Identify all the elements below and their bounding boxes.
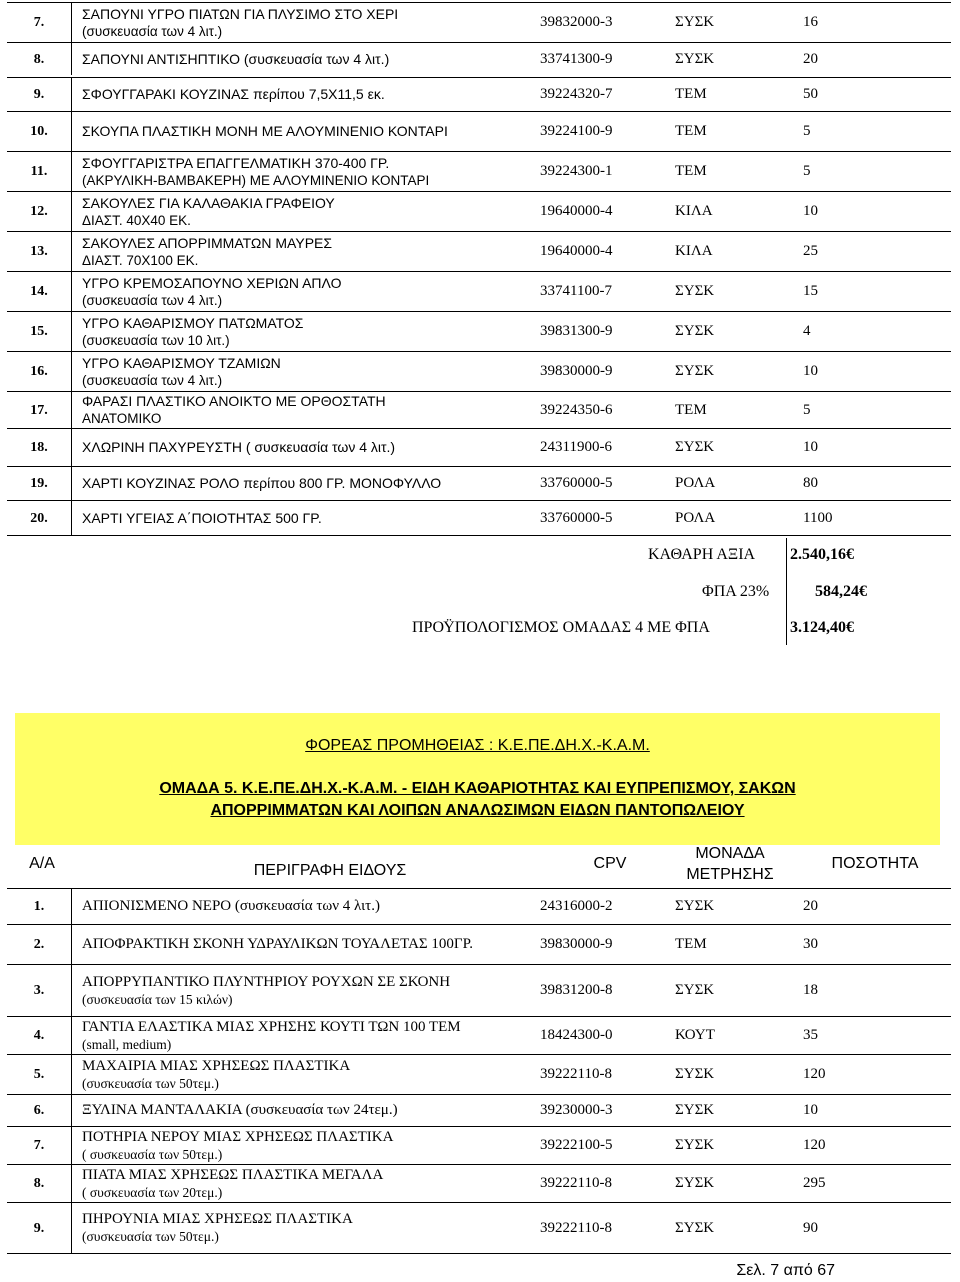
item-description — [82, 43, 512, 75]
cpv-code: 39830000-9 — [540, 936, 613, 952]
unit-of-measure: ΣΥΣΚ — [675, 1102, 715, 1118]
unit-of-measure: ΣΥΣΚ — [675, 982, 715, 998]
unit-of-measure: ΣΥΣΚ — [675, 1175, 715, 1191]
item-description — [82, 1055, 512, 1094]
cpv-code: 39831300-9 — [540, 323, 613, 339]
description-line-1: ΥΓΡΟ ΚΡΕΜΟΣΑΠΟΥΝΟ ΧΕΡΙΩΝ ΑΠΛΟ — [82, 274, 342, 291]
description-line-1: ΥΓΡΟ ΚΑΘΑΡΙΣΜΟΥ ΤΖΑΜΙΩΝ — [82, 354, 281, 371]
group5-title-line1-text: ΟΜΑΔΑ 5. Κ.Ε.ΠΕ.ΔΗ.Χ.-Κ.Α.Μ. - ΕΙΔΗ ΚΑΘΑΡΙΟΤΗΤΑΣ ΚΑΙ ΕΥΠΡΕΠΙΣΜΟΥ, ΣΑΚΩΝ — [159, 780, 796, 797]
description-line-2: ΔΙΑΣΤ. 70Χ100 ΕΚ. — [82, 252, 199, 268]
row-number: 12. — [30, 204, 48, 219]
row-number: 19. — [30, 476, 48, 491]
item-description — [82, 1165, 512, 1202]
quantity: 10 — [803, 363, 818, 379]
description-line-2: (συσκευασία των 50τεμ.) — [82, 1229, 219, 1244]
table-row — [7, 271, 951, 311]
item-description — [82, 501, 512, 535]
description-line-1: ΣΑΚΟΥΛΕΣ ΑΠΟΡΡΙΜΜΑΤΩΝ ΜΑΥΡΕΣ — [82, 234, 333, 251]
cpv-code: 33760000-5 — [540, 475, 613, 491]
row-number: 3. — [33, 983, 45, 998]
description-line-1: ΠΗΡΟΥΝΙΑ ΜΙΑΣ ΧΡΗΣΕΩΣ ΠΛΑΣΤΙΚΑ — [82, 1211, 353, 1227]
group5-title-line1 — [15, 780, 940, 798]
quantity: 10 — [803, 439, 818, 455]
description-line-2: ( συσκευασία των 20τεμ.) — [82, 1184, 223, 1200]
table-row — [7, 42, 951, 75]
quantity: 10 — [803, 1102, 818, 1118]
cpv-code: 24311900-6 — [540, 439, 612, 455]
item-description — [82, 1203, 512, 1253]
row-number: 11. — [30, 164, 48, 179]
column-divider — [71, 1055, 72, 1094]
cpv-code: 33741300-9 — [540, 50, 613, 67]
column-divider — [71, 889, 72, 924]
cpv-code: 18424300-0 — [540, 1027, 613, 1043]
column-divider — [71, 43, 72, 75]
table-row — [7, 351, 951, 391]
table-row — [7, 311, 951, 351]
description-line-1: ΦΑΡΑΣΙ ΠΛΑΣΤΙΚΟ ΑΝΟΙΚΤΟ ΜΕ ΟΡΘΟΣΤΑΤΗ — [82, 393, 386, 409]
description-line-2: ΔΙΑΣΤ. 40Χ40 ΕΚ. — [82, 212, 191, 228]
description-line-2: ( συσκευασία των 50τεμ.) — [82, 1146, 223, 1162]
header-qty: ΠΟΣΟΤΗΤΑ — [831, 855, 919, 872]
table-row — [7, 428, 951, 466]
cpv-code: 39222110-8 — [540, 1066, 612, 1082]
item-description — [82, 429, 512, 466]
group5-banner — [15, 713, 940, 845]
item-description — [82, 3, 512, 42]
quantity: 120 — [803, 1066, 826, 1082]
table-row — [7, 500, 951, 536]
table-row — [7, 1202, 951, 1254]
row-number: 7. — [33, 1138, 45, 1153]
column-divider — [71, 965, 72, 1016]
cpv-code: 19640000-4 — [540, 243, 613, 259]
column-divider — [71, 232, 72, 271]
table-row — [7, 1016, 951, 1054]
totals-divider — [786, 538, 787, 645]
cpv-code: 24316000-2 — [540, 898, 613, 914]
table-row — [7, 2, 951, 42]
item-description — [82, 78, 512, 111]
description-line-1: ΧΑΡΤΙ ΚΟΥΖΙΝΑΣ ΡΟΛΟ περίπου 800 ΓΡ. ΜΟΝΟΦΥΛΛΟ — [82, 475, 442, 491]
quantity: 20 — [803, 898, 818, 914]
item-description — [82, 392, 512, 428]
description-line-2: (small, medium) — [82, 1036, 172, 1052]
description-line-1: ΞΥΛΙΝΑ ΜΑΝΤΑΛΑΚΙΑ (συσκευασία των 24τεμ.) — [82, 1102, 398, 1118]
description-line-2: ΑΝΑΤΟΜΙΚΟ — [82, 411, 162, 426]
row-number: 4. — [33, 1028, 45, 1043]
description-line-2: (συσκευασία των 4 λιτ.) — [82, 292, 223, 308]
column-divider — [71, 1203, 72, 1253]
table-row — [7, 924, 951, 964]
column-divider — [71, 3, 72, 42]
unit-of-measure: ΤΕΜ — [675, 936, 707, 952]
quantity: 20 — [803, 50, 818, 67]
quantity: 5 — [803, 401, 811, 418]
column-divider — [71, 1165, 72, 1202]
item-description — [82, 152, 512, 191]
description-line-1: ΣΑΠΟΥΝΙ ΑΝΤΙΣΗΠΤΙΚΟ (συσκευασία των 4 λιτ.) — [82, 50, 390, 67]
net-value-label: ΚΑΘΑΡΗ ΑΞΙΑ — [648, 546, 756, 563]
column-divider — [71, 467, 72, 500]
description-line-1: ΑΠΟΦΡΑΚΤΙΚΗ ΣΚΟΝΗ ΥΔΡΑΥΛΙΚΩΝ ΤΟΥΑΛΕΤΑΣ 100ΓΡ. — [82, 936, 474, 952]
quantity: 30 — [803, 936, 818, 952]
unit-of-measure: ΣΥΣΚ — [675, 50, 715, 67]
item-description — [82, 192, 512, 231]
unit-of-measure: ΣΥΣΚ — [675, 1219, 715, 1236]
header-unit-2: ΜΕΤΡΗΣΗΣ — [686, 866, 774, 883]
item-description — [82, 272, 512, 311]
quantity: 10 — [803, 203, 818, 219]
unit-of-measure: ΣΥΣΚ — [675, 439, 715, 455]
column-divider — [71, 1095, 72, 1126]
table-row — [7, 1164, 951, 1202]
row-number: 9. — [33, 87, 45, 102]
cpv-code: 33741100-7 — [540, 283, 612, 299]
item-description — [82, 925, 512, 964]
unit-of-measure: ΚΙΛΑ — [675, 243, 713, 259]
description-line-2: (συσκευασία των 50τεμ.) — [82, 1075, 219, 1091]
column-divider — [71, 152, 72, 191]
item-description — [82, 352, 512, 391]
description-line-2: (ΑΚΡΥΛΙΚΗ-ΒΑΜΒΑΚΕΡΗ) ΜΕ ΑΛΟΥΜΙΝΕΝΙΟ ΚΟΝΤΑΡΙ — [82, 172, 430, 188]
description-line-1: ΑΠΟΡΡΥΠΑΝΤΙΚΟ ΠΛΥΝΤΗΡΙΟΥ ΡΟΥΧΩΝ ΣΕ ΣΚΟΝΗ — [82, 973, 451, 990]
description-line-1: ΣΦΟΥΓΓΑΡΑΚΙ ΚΟΥΖΙΝΑΣ περίπου 7,5Χ11,5 εκ. — [82, 86, 385, 102]
item-description — [82, 232, 512, 271]
description-line-2: (συσκευασία των 4 λιτ.) — [82, 372, 223, 388]
cpv-code: 39222110-8 — [540, 1175, 612, 1191]
row-number: 7. — [33, 15, 45, 30]
cpv-code: 33760000-5 — [540, 509, 613, 526]
description-line-1: ΣΑΠΟΥΝΙ ΥΓΡΟ ΠΙΑΤΩΝ ΓΙΑ ΠΛΥΣΙΜΟ ΣΤΟ ΧΕΡΙ — [82, 5, 399, 22]
budget-label: ΠΡΟΫΠΟΛΟΓΙΣΜΟΣ ΟΜΑΔΑΣ 4 ΜΕ ΦΠΑ — [412, 619, 710, 636]
table-row — [7, 1094, 951, 1126]
header-num: Α/Α — [29, 855, 55, 872]
cpv-code: 39831200-8 — [540, 982, 613, 998]
unit-of-measure: ΣΥΣΚ — [675, 898, 715, 914]
row-number: 20. — [30, 510, 48, 526]
table-row — [7, 391, 951, 428]
cpv-code: 39832000-3 — [540, 14, 613, 30]
item-description — [82, 965, 512, 1016]
unit-of-measure: ΣΥΣΚ — [675, 1066, 715, 1082]
description-line-2: (συσκευασία των 15 κιλών) — [82, 991, 233, 1007]
unit-of-measure: ΣΥΣΚ — [675, 363, 715, 379]
row-number: 8. — [33, 1176, 45, 1191]
item-description — [82, 312, 512, 351]
quantity: 25 — [803, 243, 818, 259]
cpv-code: 39222110-8 — [540, 1219, 612, 1236]
table-row — [7, 1054, 951, 1094]
table-row — [7, 888, 951, 924]
row-number: 14. — [30, 284, 48, 299]
quantity: 120 — [803, 1137, 826, 1153]
cpv-code: 39224320-7 — [540, 86, 613, 102]
description-line-1: ΥΓΡΟ ΚΑΘΑΡΙΣΜΟΥ ΠΑΤΩΜΑΤΟΣ — [82, 314, 304, 331]
unit-of-measure: ΤΕΜ — [675, 123, 707, 139]
quantity: 16 — [803, 14, 818, 30]
budget-value: 3.124,40€ — [790, 619, 854, 636]
unit-of-measure: ΣΥΣΚ — [675, 1137, 715, 1153]
row-number: 17. — [30, 402, 48, 418]
vat-label: ΦΠΑ 23% — [702, 583, 770, 600]
description-line-1: ΣΚΟΥΠΑ ΠΛΑΣΤΙΚΗ ΜΟΝΗ ΜΕ ΑΛΟΥΜΙΝΕΝΙΟ ΚΟΝΤΑΡΙ — [82, 123, 448, 139]
quantity: 1100 — [803, 509, 833, 526]
quantity: 18 — [803, 982, 818, 998]
description-line-1: ΠΙΑΤΑ ΜΙΑΣ ΧΡΗΣΕΩΣ ΠΛΑΣΤΙΚΑ ΜΕΓΑΛΑ — [82, 1166, 384, 1183]
cpv-code: 39224300-1 — [540, 163, 613, 179]
row-number: 13. — [30, 244, 48, 259]
cpv-code: 39222100-5 — [540, 1137, 613, 1153]
table-row — [7, 231, 951, 271]
quantity: 50 — [803, 86, 818, 102]
table-row — [7, 191, 951, 231]
unit-of-measure: ΣΥΣΚ — [675, 323, 715, 339]
column-divider — [71, 392, 72, 428]
unit-of-measure: ΤΕΜ — [675, 401, 707, 418]
quantity: 5 — [803, 163, 811, 179]
table-row — [7, 466, 951, 500]
description-line-1: ΠΟΤΗΡΙΑ ΝΕΡΟΥ ΜΙΑΣ ΧΡΗΣΕΩΣ ΠΛΑΣΤΙΚΑ — [82, 1128, 394, 1145]
unit-of-measure: ΤΕΜ — [675, 163, 707, 179]
net-value: 2.540,16€ — [790, 546, 854, 563]
cpv-code: 39830000-9 — [540, 363, 613, 379]
column-divider — [71, 192, 72, 231]
row-number: 6. — [33, 1103, 45, 1118]
item-description — [82, 889, 512, 924]
quantity: 35 — [803, 1027, 818, 1043]
unit-of-measure: ΡΟΛΑ — [675, 475, 716, 491]
description-line-1: ΧΑΡΤΙ ΥΓΕΙΑΣ Α΄ΠΟΙΟΤΗΤΑΣ 500 ΓΡ. — [82, 509, 322, 526]
row-number: 1. — [33, 899, 45, 914]
item-description — [82, 112, 512, 151]
row-number: 2. — [33, 937, 45, 952]
unit-of-measure: ΡΟΛΑ — [675, 509, 716, 526]
header-cpv: CPV — [593, 855, 627, 872]
unit-of-measure: ΣΥΣΚ — [675, 14, 715, 30]
unit-of-measure: ΚΙΛΑ — [675, 203, 713, 219]
quantity: 5 — [803, 123, 811, 139]
quantity: 295 — [803, 1175, 826, 1191]
table-row — [7, 1126, 951, 1164]
column-divider — [71, 429, 72, 466]
quantity: 80 — [803, 475, 818, 491]
table-row — [7, 77, 951, 111]
table-row — [7, 964, 951, 1016]
cpv-code: 39224100-9 — [540, 123, 613, 139]
row-number: 10. — [30, 124, 48, 139]
item-description — [82, 1095, 512, 1126]
column-divider — [71, 925, 72, 964]
cpv-code: 39224350-6 — [540, 401, 613, 418]
item-description — [82, 1017, 512, 1054]
column-divider — [71, 1017, 72, 1054]
column-divider — [71, 1127, 72, 1164]
row-number: 9. — [33, 1220, 45, 1236]
description-line-2: (συσκευασία των 4 λιτ.) — [82, 23, 223, 39]
vat-value: 584,24€ — [815, 583, 867, 600]
description-line-1: ΣΦΟΥΓΓΑΡΙΣΤΡΑ ΕΠΑΓΓΕΛΜΑΤΙΚΗ 370-400 ΓΡ. — [82, 154, 390, 171]
row-number: 18. — [30, 440, 48, 455]
column-divider — [71, 112, 72, 151]
description-line-1: ΓΑΝΤΙΑ ΕΛΑΣΤΙΚΑ ΜΙΑΣ ΧΡΗΣΗΣ ΚΟΥΤΙ ΤΩΝ 100 ΤΕΜ — [82, 1018, 461, 1035]
row-number: 16. — [30, 364, 48, 379]
unit-of-measure: ΚΟΥΤ — [675, 1027, 715, 1043]
row-number: 8. — [33, 51, 45, 67]
column-divider — [71, 272, 72, 311]
description-line-1: ΣΑΚΟΥΛΕΣ ΓΙΑ ΚΑΛΑΘΑΚΙΑ ΓΡΑΦΕΙΟΥ — [82, 194, 335, 211]
quantity: 90 — [803, 1219, 818, 1236]
description-line-2: (συσκευασία των 10 λιτ.) — [82, 332, 230, 348]
table-row — [7, 111, 951, 151]
group5-title-line2: ΑΠΟΡΡΙΜΜΑΤΩΝ ΚΑΙ ΛΟΙΠΩΝ ΑΝΑΛΩΣΙΜΩΝ ΕΙΔΩΝ ΠΑΝΤΟΠΩΛΕΙΟΥ — [210, 802, 745, 819]
cpv-code: 39230000-3 — [540, 1102, 613, 1118]
description-line-1: ΧΛΩΡΙΝΗ ΠΑΧΥΡΕΥΣΤΗ ( συσκευασία των 4 λιτ.) — [82, 439, 396, 455]
page-number-text: Σελ. 7 από 67 — [736, 1262, 835, 1279]
agency-title: ΦΟΡΕΑΣ ΠΡΟΜΗΘΕΙΑΣ : Κ.Ε.ΠΕ.ΔΗ.Χ.-Κ.Α.Μ. — [305, 737, 650, 754]
item-description — [82, 467, 512, 500]
cpv-code: 19640000-4 — [540, 203, 613, 219]
row-number: 5. — [33, 1067, 45, 1082]
row-number: 15. — [30, 324, 48, 339]
column-divider — [71, 312, 72, 351]
description-line-1: ΑΠΙΟΝΙΣΜΕΝΟ ΝΕΡΟ (συσκευασία των 4 λιτ.) — [82, 898, 380, 914]
description-line-1: ΜΑΧΑΙΡΙΑ ΜΙΑΣ ΧΡΗΣΕΩΣ ΠΛΑΣΤΙΚΑ — [82, 1057, 351, 1074]
header-unit-1: ΜΟΝΑΔΑ — [695, 845, 765, 862]
column-divider — [71, 352, 72, 391]
quantity: 4 — [803, 323, 811, 339]
unit-of-measure: ΣΥΣΚ — [675, 283, 715, 299]
column-divider — [71, 501, 72, 535]
item-description — [82, 1127, 512, 1164]
page-number — [736, 1262, 835, 1280]
quantity: 15 — [803, 283, 818, 299]
column-divider — [71, 78, 72, 111]
table-row — [7, 151, 951, 191]
unit-of-measure: ΤΕΜ — [675, 86, 707, 102]
header-desc: ΠΕΡΙΓΡΑΦΗ ΕΙΔΟΥΣ — [253, 862, 407, 879]
